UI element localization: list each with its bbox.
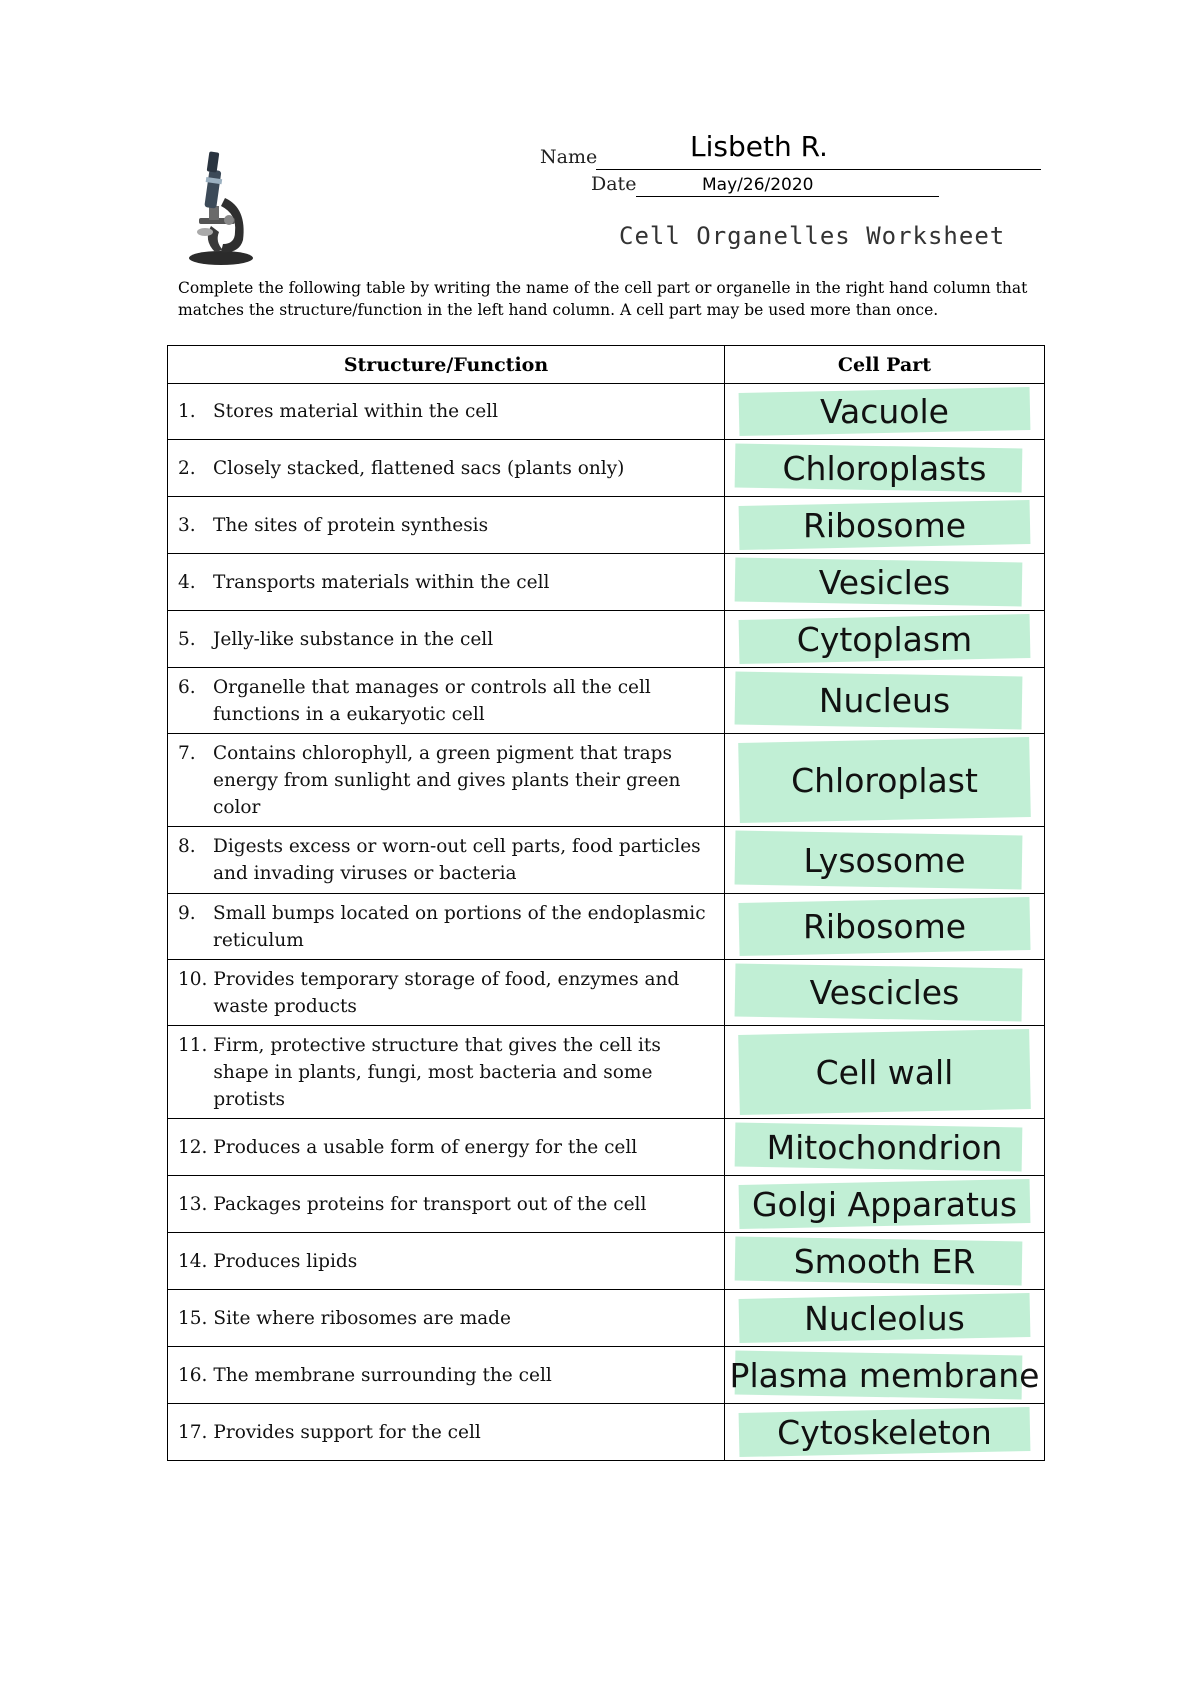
answer-text: Golgi Apparatus	[751, 1184, 1018, 1224]
row-description: Closely stacked, flattened sacs (plants only)	[213, 457, 625, 479]
row-description: Organelle that manages or controls all the cell functions in a eukaryotic cell	[213, 676, 651, 725]
table-header-row	[168, 346, 1045, 384]
answer-text: Vescicles	[809, 973, 960, 1012]
header-cell-part: Cell Part	[725, 346, 1045, 384]
table-row	[168, 384, 1045, 440]
row-description: Packages proteins for transport out of the cell	[213, 1193, 647, 1215]
table-row	[168, 1176, 1045, 1233]
row-number: 15.	[178, 1307, 208, 1329]
answer-text: Plasma membrane	[729, 1355, 1040, 1395]
worksheet-title: Cell Organelles Worksheet	[619, 222, 1006, 250]
row-description: Digests excess or worn-out cell parts, food particles and invading viruses or bacteria	[213, 836, 701, 884]
cell-part-answer-cell[interactable]	[725, 1026, 1045, 1119]
structure-function-cell	[168, 734, 725, 827]
table-row	[168, 668, 1045, 734]
row-number: 16.	[178, 1364, 208, 1386]
cell-part-answer-cell[interactable]	[725, 827, 1045, 894]
table-row	[168, 894, 1045, 960]
answer-text: Chloroplasts	[782, 448, 987, 488]
row-description: Produces lipids	[213, 1250, 358, 1272]
structure-function-cell	[168, 1347, 725, 1404]
answer-text: Smooth ER	[793, 1241, 976, 1281]
date-value: May/26/2020	[702, 175, 814, 195]
cell-part-answer-cell[interactable]	[725, 497, 1045, 554]
structure-function-cell	[168, 1026, 725, 1119]
cell-part-answer-cell[interactable]	[725, 1347, 1045, 1404]
structure-function-cell	[168, 384, 725, 440]
structure-function-cell	[168, 960, 725, 1026]
row-description: Firm, protective structure that gives the cell its shape in plants, fungi, most bacteria and some protists	[213, 1034, 661, 1110]
cell-part-answer-cell[interactable]	[725, 894, 1045, 960]
answer-text: Lysosome	[803, 840, 966, 880]
row-number: 10.	[178, 968, 208, 990]
table-row	[168, 827, 1045, 894]
answer-text: Cytoplasm	[796, 619, 973, 659]
structure-function-cell	[168, 668, 725, 734]
table-row	[168, 440, 1045, 497]
structure-function-cell	[168, 1176, 725, 1233]
table-row	[168, 1119, 1045, 1176]
row-number: 2.	[178, 457, 196, 479]
row-number: 12.	[178, 1136, 208, 1158]
structure-function-cell	[168, 1404, 725, 1461]
answer-text: Chloroplast	[791, 760, 978, 800]
structure-function-cell	[168, 554, 725, 611]
row-number: 6.	[178, 676, 196, 698]
structure-function-cell	[168, 894, 725, 960]
instructions: Complete the following table by writing the name of the cell part or organelle in the right hand column that matches the structure/function in the left hand column. A cell part may be used more than once.	[178, 279, 1028, 319]
structure-function-cell	[168, 440, 725, 497]
table-row	[168, 1347, 1045, 1404]
cell-part-answer-cell[interactable]	[725, 440, 1045, 497]
cell-part-answer-cell[interactable]	[725, 1176, 1045, 1233]
date-label: Date	[591, 173, 637, 195]
row-number: 14.	[178, 1250, 208, 1272]
structure-function-cell	[168, 611, 725, 668]
cell-part-answer-cell[interactable]	[725, 554, 1045, 611]
row-description: Small bumps located on portions of the endoplasmic reticulum	[213, 902, 706, 951]
row-description: Stores material within the cell	[213, 401, 499, 422]
table-row	[168, 960, 1045, 1026]
row-description: Produces a usable form of energy for the cell	[213, 1136, 638, 1158]
table-row	[168, 1026, 1045, 1119]
cell-part-answer-cell[interactable]	[725, 384, 1045, 440]
answer-text: Mitochondrion	[766, 1127, 1003, 1167]
cell-part-answer-cell[interactable]	[725, 734, 1045, 827]
cell-part-answer-cell[interactable]	[725, 668, 1045, 734]
answer-text: Vacuole	[820, 392, 949, 431]
row-description: Provides temporary storage of food, enzymes and waste products	[213, 968, 680, 1017]
cell-part-answer-cell[interactable]	[725, 1233, 1045, 1290]
cell-part-answer-cell[interactable]	[725, 611, 1045, 668]
table-row	[168, 497, 1045, 554]
table-row	[168, 1290, 1045, 1347]
answer-text: Ribosome	[802, 505, 967, 545]
row-number: 7.	[178, 742, 196, 764]
answer-text: Vesicles	[818, 562, 951, 602]
structure-function-cell	[168, 827, 725, 894]
row-number: 13.	[178, 1193, 208, 1215]
microscope-icon	[185, 148, 265, 268]
row-number: 8.	[178, 836, 196, 857]
cell-part-answer-cell[interactable]	[725, 1404, 1045, 1461]
row-number: 5.	[178, 628, 196, 650]
organelles-table	[167, 345, 1045, 1461]
name-value: Lisbeth R.	[690, 130, 828, 163]
table-row	[168, 1233, 1045, 1290]
table-row	[168, 611, 1045, 668]
answer-text: Ribosome	[802, 907, 967, 946]
structure-function-cell	[168, 1119, 725, 1176]
row-number: 11.	[178, 1034, 208, 1056]
structure-function-cell	[168, 1233, 725, 1290]
table-row	[168, 1404, 1045, 1461]
row-number: 17.	[178, 1421, 208, 1443]
answer-text: Nucleolus	[804, 1298, 965, 1338]
cell-part-answer-cell[interactable]	[725, 960, 1045, 1026]
answer-text: Cytoskeleton	[777, 1412, 992, 1452]
table-row	[168, 734, 1045, 827]
row-number: 4.	[178, 571, 196, 593]
answer-text: Cell wall	[815, 1052, 954, 1092]
row-description: Contains chlorophyll, a green pigment that traps energy from sunlight and gives plants their green color	[213, 742, 681, 818]
structure-function-cell	[168, 497, 725, 554]
name-label: Name	[540, 146, 598, 168]
structure-function-cell	[168, 1290, 725, 1347]
row-number: 3.	[178, 514, 196, 536]
row-description: Jelly-like substance in the cell	[213, 628, 494, 650]
row-description: Transports materials within the cell	[213, 571, 550, 593]
row-description: The sites of protein synthesis	[213, 514, 489, 536]
row-number: 1.	[178, 401, 196, 422]
table-row	[168, 554, 1045, 611]
cell-part-answer-cell[interactable]	[725, 1119, 1045, 1176]
header-structure-function: Structure/Function	[168, 346, 725, 384]
row-description: Site where ribosomes are made	[213, 1307, 511, 1329]
answer-text: Nucleus	[818, 681, 951, 720]
row-number: 9.	[178, 902, 196, 924]
cell-part-answer-cell[interactable]	[725, 1290, 1045, 1347]
row-description: Provides support for the cell	[213, 1421, 481, 1443]
row-description: The membrane surrounding the cell	[213, 1364, 552, 1386]
